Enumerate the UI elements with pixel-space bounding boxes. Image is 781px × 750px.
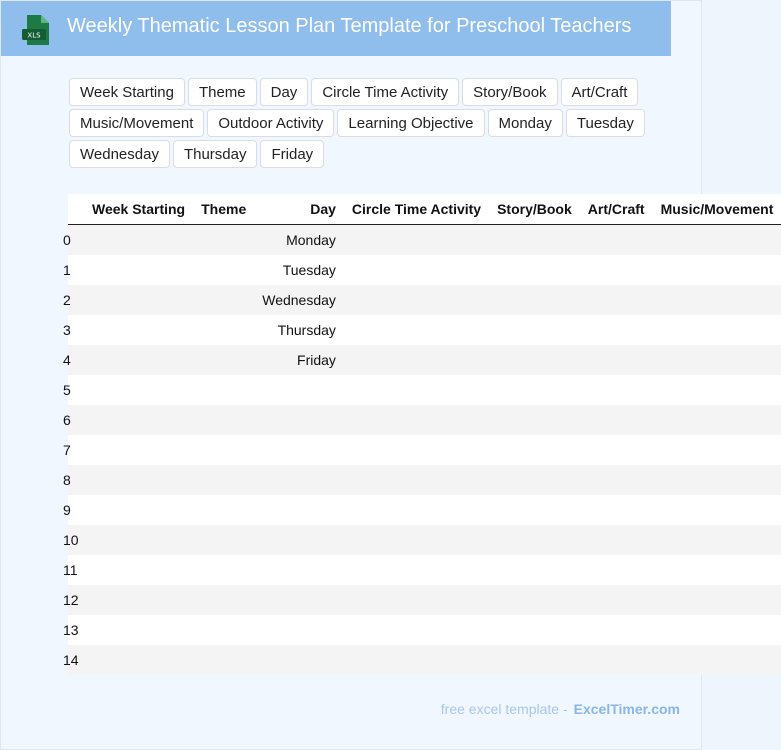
cell-week-starting[interactable]: [84, 465, 193, 495]
cell-story-book[interactable]: [489, 465, 580, 495]
cell-art-craft[interactable]: [580, 405, 653, 435]
cell-day[interactable]: [254, 495, 344, 525]
cell-music-movement[interactable]: [653, 555, 781, 585]
cell-story-book[interactable]: [489, 285, 580, 315]
cell-story-book[interactable]: [489, 435, 580, 465]
cell-circle-time-activity[interactable]: [344, 375, 489, 405]
cell-story-book[interactable]: [489, 405, 580, 435]
column-chip[interactable]: Theme: [188, 78, 257, 106]
table-row: [68, 315, 781, 345]
cell-art-craft[interactable]: [580, 315, 653, 345]
cell-theme[interactable]: [193, 255, 254, 285]
cell-theme[interactable]: [193, 585, 254, 615]
cell-circle-time-activity[interactable]: [344, 615, 489, 645]
table-row: [68, 375, 781, 405]
cell-week-starting[interactable]: [84, 615, 193, 645]
cell-theme[interactable]: [193, 405, 254, 435]
lesson-plan-table-container[interactable]: [63, 194, 774, 675]
table-row: [68, 615, 781, 645]
table-row: [68, 645, 781, 675]
row-index: 3: [68, 315, 84, 345]
table-row: [68, 465, 781, 495]
cell-story-book[interactable]: [489, 525, 580, 555]
cell-circle-time-activity[interactable]: [344, 345, 489, 375]
cell-art-craft[interactable]: [580, 615, 653, 645]
column-chip[interactable]: Thursday: [173, 140, 258, 168]
table-row: [68, 555, 781, 585]
cell-circle-time-activity[interactable]: [344, 255, 489, 285]
cell-theme[interactable]: [193, 465, 254, 495]
cell-story-book[interactable]: [489, 375, 580, 405]
cell-circle-time-activity[interactable]: [344, 555, 489, 585]
column-chip[interactable]: Learning Objective: [337, 109, 484, 137]
cell-week-starting[interactable]: [84, 375, 193, 405]
cell-music-movement[interactable]: [653, 315, 781, 345]
column-chip[interactable]: Art/Craft: [561, 78, 639, 106]
cell-day[interactable]: Thursday: [254, 315, 344, 345]
row-index: 5: [68, 375, 84, 405]
table-row: [68, 435, 781, 465]
cell-music-movement[interactable]: [653, 225, 781, 256]
cell-day[interactable]: [254, 525, 344, 555]
cell-theme[interactable]: [193, 225, 254, 256]
cell-circle-time-activity[interactable]: [344, 315, 489, 345]
row-index: 10: [68, 525, 84, 555]
cell-art-craft[interactable]: [580, 435, 653, 465]
row-index: 6: [68, 405, 84, 435]
cell-week-starting[interactable]: [84, 285, 193, 315]
table-body: [63, 225, 781, 676]
column-chip[interactable]: Wednesday: [69, 140, 170, 168]
cell-day[interactable]: [254, 645, 344, 675]
header-theme[interactable]: Theme: [193, 194, 254, 225]
header-art-craft[interactable]: Art/Craft: [580, 194, 653, 225]
cell-day[interactable]: Tuesday: [254, 255, 344, 285]
row-index: 7: [68, 435, 84, 465]
page-title: Weekly Thematic Lesson Plan Template for Preschool Teachers: [67, 15, 632, 37]
cell-week-starting[interactable]: [84, 225, 193, 256]
excel-file-icon: [21, 14, 51, 46]
row-index: 12: [68, 585, 84, 615]
column-chip[interactable]: Outdoor Activity: [207, 109, 334, 137]
cell-theme[interactable]: [193, 525, 254, 555]
cell-circle-time-activity[interactable]: [344, 435, 489, 465]
cell-circle-time-activity[interactable]: [344, 405, 489, 435]
cell-circle-time-activity[interactable]: [344, 495, 489, 525]
cell-theme[interactable]: [193, 555, 254, 585]
cell-week-starting[interactable]: [84, 435, 193, 465]
cell-circle-time-activity[interactable]: [344, 525, 489, 555]
table-row: [68, 225, 781, 256]
cell-circle-time-activity[interactable]: [344, 585, 489, 615]
cell-day[interactable]: Wednesday: [254, 285, 344, 315]
table-row: [68, 345, 781, 375]
cell-music-movement[interactable]: [653, 525, 781, 555]
header-music-movement[interactable]: Music/Movement: [653, 194, 781, 225]
header-week-starting[interactable]: Week Starting: [84, 194, 193, 225]
column-chip[interactable]: Tuesday: [566, 109, 645, 137]
cell-week-starting[interactable]: [84, 495, 193, 525]
cell-art-craft[interactable]: [580, 495, 653, 525]
column-chip-list: [69, 78, 669, 168]
header-day[interactable]: Day: [254, 194, 344, 225]
table-row: [68, 255, 781, 285]
footer-brand-link[interactable]: ExcelTimer.com: [573, 701, 680, 717]
cell-day[interactable]: [254, 435, 344, 465]
column-chip[interactable]: Circle Time Activity: [311, 78, 459, 106]
table-row: [68, 285, 781, 315]
cell-music-movement[interactable]: [653, 255, 781, 285]
header-story-book[interactable]: Story/Book: [489, 194, 580, 225]
cell-day[interactable]: [254, 405, 344, 435]
cell-theme[interactable]: [193, 285, 254, 315]
index-header: [68, 194, 84, 225]
title-bar: [1, 1, 671, 56]
cell-story-book[interactable]: [489, 315, 580, 345]
cell-art-craft[interactable]: [580, 285, 653, 315]
cell-art-craft[interactable]: [580, 555, 653, 585]
xls-icon-label: XLS: [27, 31, 41, 40]
cell-music-movement[interactable]: [653, 495, 781, 525]
cell-story-book[interactable]: [489, 615, 580, 645]
table-row: [68, 495, 781, 525]
cell-art-craft[interactable]: [580, 225, 653, 256]
cell-story-book[interactable]: [489, 585, 580, 615]
column-chip[interactable]: Monday: [488, 109, 563, 137]
cell-day[interactable]: [254, 465, 344, 495]
cell-day[interactable]: [254, 585, 344, 615]
table-row: [68, 585, 781, 615]
cell-theme[interactable]: [193, 375, 254, 405]
cell-music-movement[interactable]: [653, 285, 781, 315]
column-chip[interactable]: Week Starting: [69, 78, 185, 106]
cell-week-starting[interactable]: [84, 315, 193, 345]
cell-music-movement[interactable]: [653, 405, 781, 435]
cell-story-book[interactable]: [489, 555, 580, 585]
header-circle-time-activity[interactable]: Circle Time Activity: [344, 194, 489, 225]
table-row: [68, 525, 781, 555]
cell-story-book[interactable]: [489, 645, 580, 675]
cell-art-craft[interactable]: [580, 645, 653, 675]
row-index: 4: [68, 345, 84, 375]
cell-circle-time-activity[interactable]: [344, 225, 489, 256]
table-header-row: [68, 194, 781, 225]
cell-day[interactable]: [254, 375, 344, 405]
cell-circle-time-activity[interactable]: [344, 465, 489, 495]
cell-week-starting[interactable]: [84, 645, 193, 675]
cell-circle-time-activity[interactable]: [344, 645, 489, 675]
row-index: 8: [68, 465, 84, 495]
cell-theme[interactable]: [193, 495, 254, 525]
footer-text: free excel template -: [440, 701, 568, 717]
cell-week-starting[interactable]: [84, 255, 193, 285]
column-chip[interactable]: Music/Movement: [69, 109, 204, 137]
cell-week-starting[interactable]: [84, 585, 193, 615]
row-index: 1: [68, 255, 84, 285]
cell-music-movement[interactable]: [653, 585, 781, 615]
cell-week-starting[interactable]: [84, 405, 193, 435]
column-chip[interactable]: Day: [260, 78, 309, 106]
row-index: 9: [68, 495, 84, 525]
cell-story-book[interactable]: [489, 225, 580, 256]
cell-day[interactable]: Monday: [254, 225, 344, 256]
column-chip[interactable]: Story/Book: [462, 78, 557, 106]
cell-art-craft[interactable]: [580, 525, 653, 555]
column-chip[interactable]: Friday: [260, 140, 324, 168]
cell-day[interactable]: [254, 615, 344, 645]
cell-theme[interactable]: [193, 315, 254, 345]
cell-art-craft[interactable]: [580, 585, 653, 615]
cell-theme[interactable]: [193, 645, 254, 675]
cell-story-book[interactable]: [489, 345, 580, 375]
cell-music-movement[interactable]: [653, 345, 781, 375]
cell-circle-time-activity[interactable]: [344, 285, 489, 315]
cell-art-craft[interactable]: [580, 465, 653, 495]
cell-story-book[interactable]: [489, 255, 580, 285]
cell-art-craft[interactable]: [580, 375, 653, 405]
cell-theme[interactable]: [193, 435, 254, 465]
cell-week-starting[interactable]: [84, 345, 193, 375]
cell-week-starting[interactable]: [84, 555, 193, 585]
row-index: 14: [68, 645, 84, 675]
row-index: 11: [68, 555, 84, 585]
cell-music-movement[interactable]: [653, 645, 781, 675]
footer-credit: [441, 701, 680, 717]
cell-day[interactable]: Friday: [254, 345, 344, 375]
cell-music-movement[interactable]: [653, 615, 781, 645]
cell-theme[interactable]: [193, 615, 254, 645]
row-index: 0: [68, 225, 84, 256]
cell-music-movement[interactable]: [653, 375, 781, 405]
cell-week-starting[interactable]: [84, 525, 193, 555]
cell-art-craft[interactable]: [580, 345, 653, 375]
cell-art-craft[interactable]: [580, 255, 653, 285]
cell-theme[interactable]: [193, 345, 254, 375]
cell-music-movement[interactable]: [653, 465, 781, 495]
cell-story-book[interactable]: [489, 495, 580, 525]
row-index: 2: [68, 285, 84, 315]
cell-day[interactable]: [254, 555, 344, 585]
lesson-plan-table: [63, 194, 781, 675]
row-index: 13: [68, 615, 84, 645]
table-row: [68, 405, 781, 435]
cell-music-movement[interactable]: [653, 435, 781, 465]
